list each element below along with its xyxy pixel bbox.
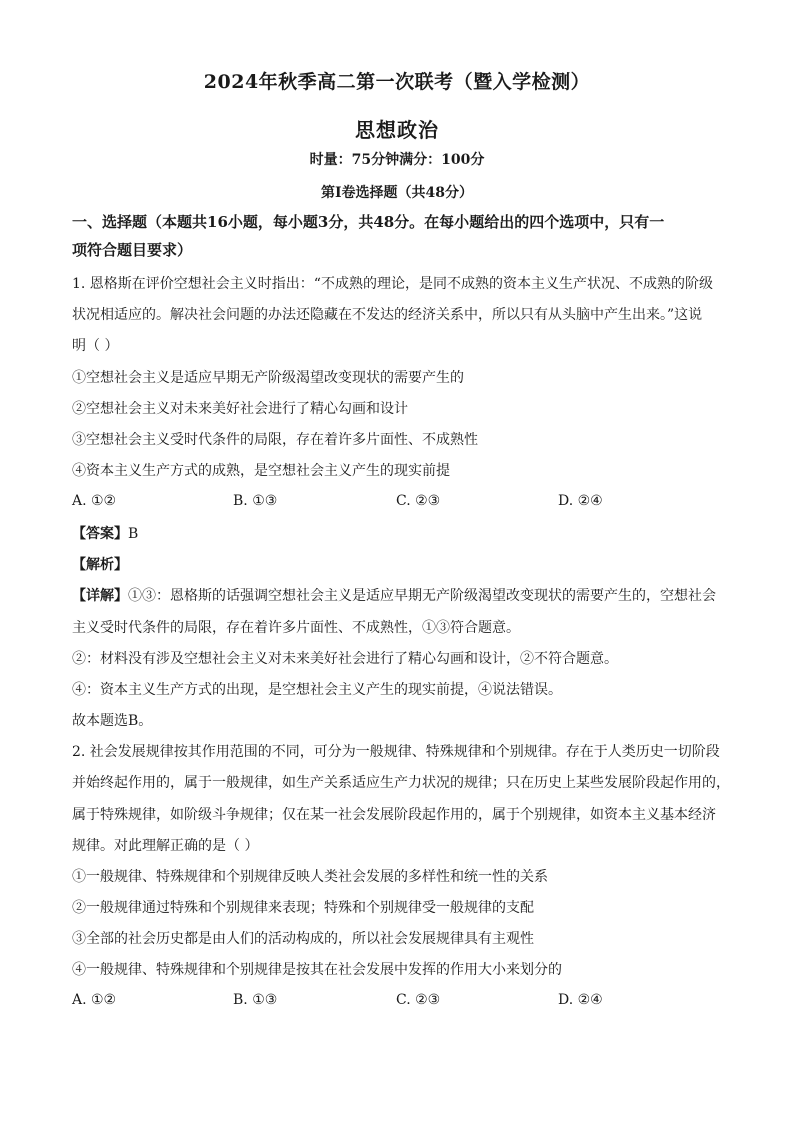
q2-stem-line-4: 规律。对此理解正确的是（ ） [72,838,259,854]
q1-stem-line-3: 明（ ） [72,338,119,354]
detail-text: ①③：恩格斯的话强调空想社会主义是适应早期无产阶级渴望改变现状的需要产生的，空想社会 [128,588,716,604]
answer-label: 【答案】 [72,526,128,542]
q2-statement-2: ②一般规律通过特殊和个别规律来表现；特殊和个别规律受一般规律的支配 [72,900,534,916]
q1-option-a: A. ①② [72,493,117,509]
q2-stem-line-2: 并始终起作用的，属于一般规律，如生产关系适应生产力状况的规律；只在历史上某些发展阶段起作用的， [72,775,730,791]
section-title: 第Ⅰ卷选择题（共48分） [320,185,474,201]
q1-analysis-label: 【解析】 [72,557,128,573]
q1-option-b: B. ①③ [233,493,278,509]
q1-statement-2: ②空想社会主义对未来美好社会进行了精心勾画和设计 [72,401,408,417]
q1-option-d: D. ②④ [558,493,603,509]
time-info: 时量：75分钟满分：100分 [309,152,485,168]
q2-statement-1: ①一般规律、特殊规律和个别规律反映人类社会发展的多样性和统一性的关系 [72,869,548,885]
q2-option-d: D. ②④ [558,992,603,1008]
q2-stem-line-3: 属于特殊规律，如阶级斗争规律；仅在某一社会发展阶段起作用的，属于个别规律，如资本主义基本经济 [72,807,716,823]
q1-statement-4: ④资本主义生产方式的成熟，是空想社会主义产生的现实前提 [72,463,450,479]
q2-option-a: A. ①② [72,992,117,1008]
q1-detail-line-3: ②：材料没有涉及空想社会主义对未来美好社会进行了精心勾画和设计，②不符合题意。 [72,651,618,667]
answer-value: B [128,526,139,542]
q2-option-b: B. ①③ [233,992,278,1008]
q1-stem-line-1: 1. 恩格斯在评价空想社会主义时指出：“不成熟的理论，是同不成熟的资本主义生产状况、不成熟的阶级 [72,276,713,292]
q1-option-c: C. ②③ [396,493,441,509]
q1-statement-1: ①空想社会主义是适应早期无产阶级渴望改变现状的需要产生的 [72,370,464,386]
detail-label: 【详解】 [72,588,128,604]
q2-statement-4: ④一般规律、特殊规律和个别规律是按其在社会发展中发挥的作用大小来划分的 [72,962,562,978]
subject-title: 思想政治 [355,118,439,142]
q2-statement-3: ③全部的社会历史都是由人们的活动构成的，所以社会发展规律具有主观性 [72,931,534,947]
q1-stem-line-2: 状况相适应的。解决社会问题的办法还隐藏在不发达的经济关系中，所以只有从头脑中产生出来。”这说 [72,307,703,323]
instructions-line-1: 一、选择题（本题共16小题，每小题3分，共48分。在每小题给出的四个选项中，只有一 [72,213,665,231]
instructions-line-2: 项符合题目要求） [72,241,193,259]
q2-stem-line-1: 2. 社会发展规律按其作用范围的不同，可分为一般规律、特殊规律和个别规律。存在于人类历史一切阶段 [72,744,720,760]
q1-answer [72,524,732,544]
q1-statement-3: ③空想社会主义受时代条件的局限，存在着许多片面性、不成熟性 [72,432,478,448]
q1-detail-line-4: ④：资本主义生产方式的出现，是空想社会主义产生的现实前提，④说法错误。 [72,682,562,698]
q1-detail-line-5: 故本题选B。 [72,713,153,729]
exam-title: 2024年秋季高二第一次联考（暨入学检测） [203,71,591,93]
q2-option-c: C. ②③ [396,992,441,1008]
q1-detail-line-2: 主义受时代条件的局限，存在着许多片面性、不成熟性，①③符合题意。 [72,620,520,636]
q1-detail-line-1 [72,586,732,606]
